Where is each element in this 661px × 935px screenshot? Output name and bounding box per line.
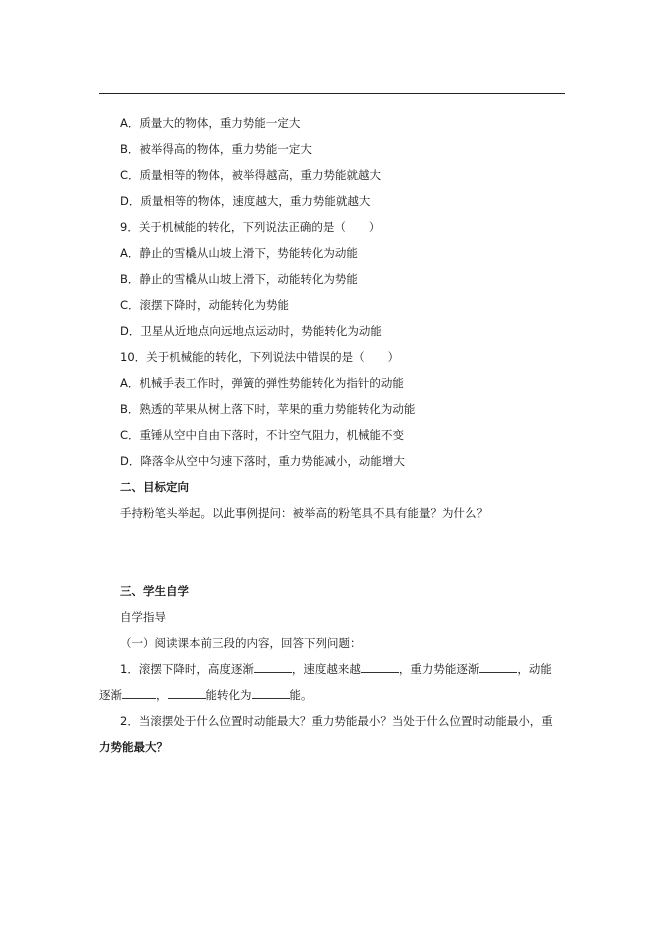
section-3-part-instruction: （一）阅读课本前三段的内容，回答下列问题：: [120, 636, 362, 650]
question-9-stem: 9．关于机械能的转化，下列说法正确的是（ ）: [120, 220, 381, 234]
header-rule: [99, 93, 565, 94]
question-10-option-d: D．降落伞从空中匀速下落时，重力势能减小，动能增大: [120, 454, 405, 468]
option-prev-c: C．质量相等的物体，被举得越高，重力势能就越大: [120, 168, 382, 182]
fill-text: 1．滚摆下降时，高度逐渐: [120, 662, 254, 676]
answer-blank[interactable]: [122, 687, 156, 699]
answer-blank[interactable]: [252, 687, 290, 699]
answer-blank[interactable]: [168, 687, 206, 699]
fill-question-1-line-2: [99, 687, 313, 703]
question-2-line-1: 2．当滚摆处于什么位置时动能最大？重力势能最小？当处于什么位置时动能最小，重: [120, 714, 553, 728]
fill-text: ，动能: [517, 662, 552, 676]
question-2-line-2: 力势能最大？: [99, 740, 168, 754]
fill-text: 逐渐: [99, 688, 122, 702]
question-9-option-a: A．静止的雪橇从山坡上滑下，势能转化为动能: [120, 246, 358, 260]
fill-text: ，: [156, 688, 168, 702]
question-9-option-b: B．静止的雪橇从山坡上滑下，动能转化为势能: [120, 272, 358, 286]
fill-text: ，重力势能逐渐: [398, 662, 480, 676]
question-10-option-a: A．机械手表工作时，弹簧的弹性势能转化为指针的动能: [120, 376, 404, 390]
answer-blank[interactable]: [254, 661, 292, 673]
section-2-body: 手持粉笔头举起。以此事例提问：被举高的粉笔具不具有能量？为什么？: [120, 506, 488, 520]
question-10-option-b: B．熟透的苹果从树上落下时，苹果的重力势能转化为动能: [120, 402, 416, 416]
option-prev-b: B．被举得高的物体，重力势能一定大: [120, 142, 312, 156]
answer-blank[interactable]: [361, 661, 399, 673]
option-prev-a: A．质量大的物体，重力势能一定大: [120, 116, 301, 130]
fill-text: 能转化为: [205, 688, 252, 702]
fill-text: 能。: [289, 688, 313, 702]
question-9-option-c: C．滚摆下降时，动能转化为势能: [120, 298, 290, 312]
question-9-option-d: D．卫星从近地点向远地点运动时，势能转化为动能: [120, 324, 382, 338]
section-2-heading: 二、目标定向: [120, 480, 189, 494]
fill-question-1-line-1: [120, 661, 552, 677]
option-prev-d: D．质量相等的物体，速度越大，重力势能就越大: [120, 194, 371, 208]
section-3-heading: 三、学生自学: [120, 584, 189, 598]
section-3-subheading: 自学指导: [120, 610, 166, 624]
question-10-option-c: C．重锤从空中自由下落时，不计空气阻力，机械能不变: [120, 428, 405, 442]
answer-blank[interactable]: [479, 661, 517, 673]
question-10-stem: 10．关于机械能的转化，下列说法中错误的是（ ）: [120, 350, 400, 364]
fill-text: ，速度越来越: [291, 662, 361, 676]
